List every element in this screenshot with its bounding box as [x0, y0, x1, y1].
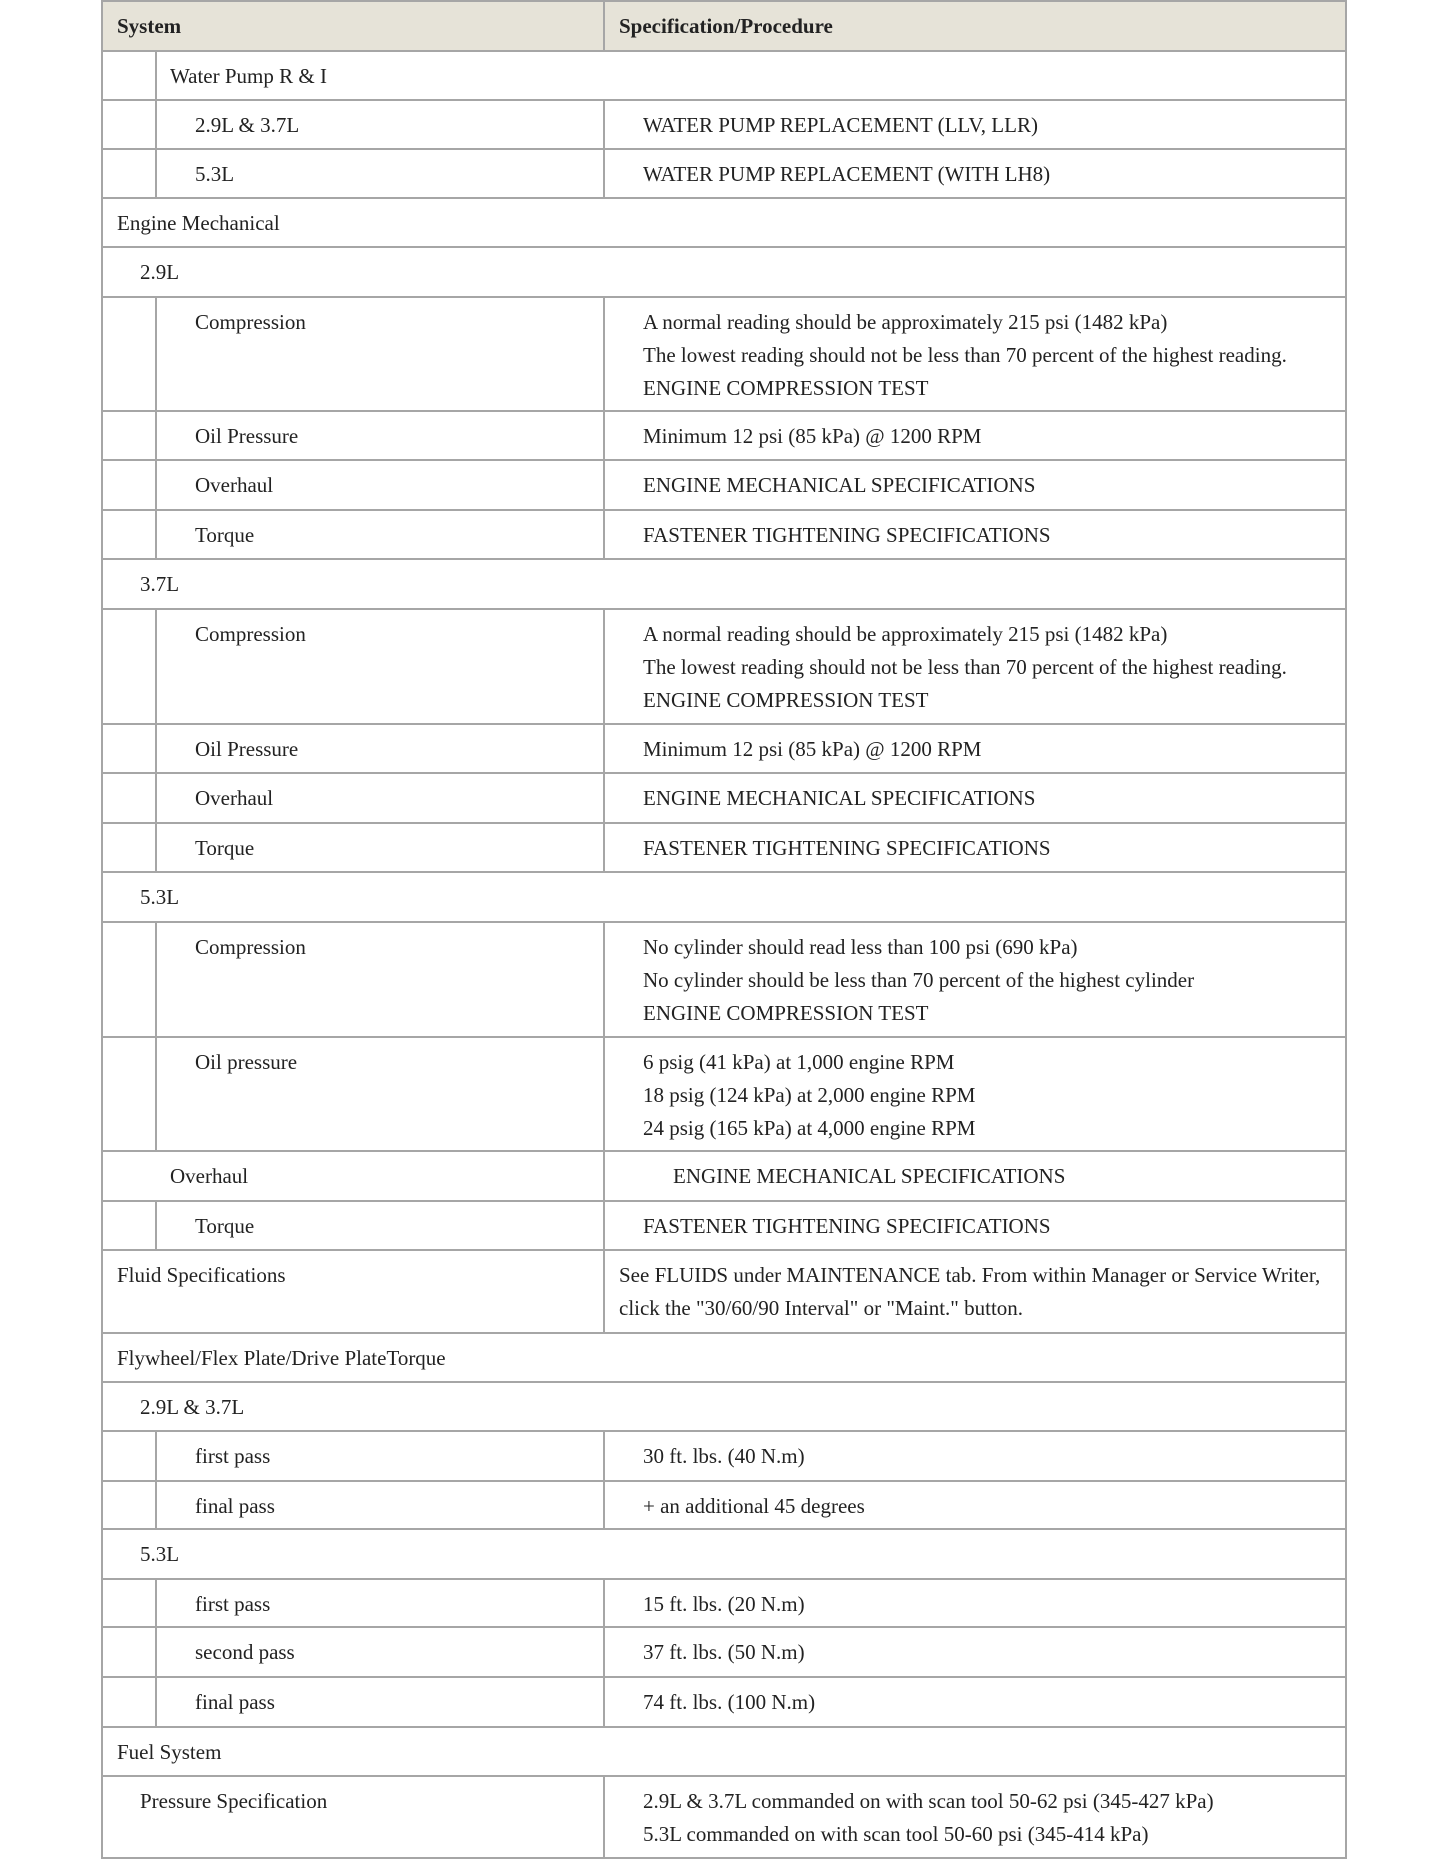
spec-line: 74 ft. lbs. (100 N.m) — [643, 1690, 816, 1714]
system-cell — [103, 150, 605, 197]
spec-text — [605, 101, 1345, 142]
spec-cell — [605, 1038, 1345, 1150]
indent-cell — [103, 1678, 157, 1726]
system-cell — [103, 1251, 605, 1332]
spec-line: ENGINE COMPRESSION TEST — [643, 1001, 929, 1025]
table-row — [103, 50, 1345, 99]
spec-line: ENGINE MECHANICAL SPECIFICATIONS — [643, 473, 1036, 497]
spec-line: 2.9L & 3.7L commanded on with scan tool 50-62 psi (345-427 kPa) — [643, 1789, 1214, 1813]
spec-text — [605, 1628, 1345, 1669]
system-cell — [103, 1777, 605, 1857]
section-cell — [103, 248, 1345, 296]
spec-text — [605, 1202, 1345, 1243]
table-row — [103, 509, 1345, 558]
system-cell — [103, 1432, 605, 1480]
indent-cell — [103, 824, 157, 871]
system-label: Overhaul — [170, 1164, 249, 1188]
spec-text — [605, 725, 1345, 766]
spec-line: 37 ft. lbs. (50 N.m) — [643, 1640, 805, 1664]
header-spec-label: Specification/Procedure — [619, 14, 833, 38]
indent-cell — [103, 1202, 157, 1249]
spec-line: ENGINE COMPRESSION TEST — [643, 688, 929, 712]
spec-line: 18 psig (124 kPa) at 2,000 engine RPM — [643, 1083, 976, 1107]
system-label: 2.9L & 3.7L — [195, 113, 300, 137]
table-row — [103, 1626, 1345, 1676]
indent-cell — [103, 1482, 157, 1528]
system-cell — [103, 1628, 605, 1676]
spec-cell — [605, 1678, 1345, 1726]
spec-cell — [605, 1777, 1345, 1857]
spec-line: Minimum 12 psi (85 kPa) @ 1200 RPM — [643, 424, 982, 448]
spec-cell — [605, 610, 1345, 723]
spec-line: 5.3L commanded on with scan tool 50-60 psi (345-414 kPa) — [643, 1822, 1149, 1846]
system-cell — [103, 610, 605, 723]
table-row — [103, 410, 1345, 459]
spec-cell — [605, 298, 1345, 410]
system-cell — [103, 101, 605, 148]
spec-line: The lowest reading should not be less than 70 percent of the highest reading. — [643, 343, 1287, 367]
spec-cell — [605, 1628, 1345, 1676]
table-header-row — [103, 0, 1345, 50]
system-label: Torque — [195, 1214, 255, 1238]
system-label: 5.3L — [195, 162, 235, 186]
table-row — [103, 148, 1345, 197]
spec-cell — [605, 1432, 1345, 1480]
system-cell — [103, 1580, 605, 1626]
indent-cell — [103, 774, 157, 822]
system-cell — [103, 725, 605, 772]
table-row — [103, 558, 1345, 608]
system-label: first pass — [195, 1444, 271, 1468]
indent-cell — [103, 511, 157, 558]
indent-cell — [103, 923, 157, 1036]
system-label: Torque — [195, 836, 255, 860]
system-label: Compression — [195, 622, 306, 646]
section-cell — [103, 1728, 1345, 1775]
spec-line: FASTENER TIGHTENING SPECIFICATIONS — [643, 1214, 1051, 1238]
system-cell — [103, 774, 605, 822]
spec-cell — [605, 1580, 1345, 1626]
system-label: Oil pressure — [195, 1050, 298, 1074]
spec-line: + an additional 45 degrees — [643, 1494, 865, 1518]
spec-cell — [605, 1152, 1345, 1200]
indent-cell — [103, 1580, 157, 1626]
system-cell — [103, 1202, 605, 1249]
section-label: Fuel System — [117, 1740, 222, 1764]
table-row — [103, 723, 1345, 772]
spec-text — [605, 774, 1345, 815]
system-label: final pass — [195, 1494, 275, 1518]
spec-text — [605, 1432, 1345, 1473]
section-label: Engine Mechanical — [117, 211, 280, 235]
system-label: Overhaul — [195, 473, 274, 497]
section-cell — [103, 1530, 1345, 1578]
section-cell — [103, 560, 1345, 608]
spec-text — [605, 1678, 1345, 1719]
spec-line: No cylinder should read less than 100 psi (690 kPa) — [643, 935, 1078, 959]
system-label: Pressure Specification — [140, 1789, 328, 1813]
section-label: Water Pump R & I — [170, 64, 327, 88]
section-label: 3.7L — [140, 572, 180, 596]
spec-cell — [605, 923, 1345, 1036]
spec-line: ENGINE MECHANICAL SPECIFICATIONS — [643, 786, 1036, 810]
system-label: Compression — [195, 310, 306, 334]
spec-cell — [605, 101, 1345, 148]
table-row — [103, 296, 1345, 410]
table-row — [103, 822, 1345, 871]
section-cell — [103, 52, 1345, 99]
table-row — [103, 772, 1345, 822]
indent-cell — [103, 461, 157, 509]
system-cell — [103, 461, 605, 509]
table-row — [103, 1249, 1345, 1332]
system-cell — [103, 1152, 605, 1200]
spec-cell — [605, 774, 1345, 822]
spec-line: The lowest reading should not be less than 70 percent of the highest reading. — [643, 655, 1287, 679]
indent-cell — [103, 610, 157, 723]
spec-text — [605, 824, 1345, 865]
system-cell — [103, 1482, 605, 1528]
indent-cell — [103, 412, 157, 459]
system-label: final pass — [195, 1690, 275, 1714]
section-cell — [103, 873, 1345, 921]
system-label: first pass — [195, 1592, 271, 1616]
spec-line: See FLUIDS under MAINTENANCE tab. From within Manager or Service Writer, — [619, 1263, 1321, 1287]
spec-cell — [605, 1251, 1345, 1332]
spec-line: A normal reading should be approximately 215 psi (1482 kPa) — [643, 310, 1168, 334]
table-row — [103, 1036, 1345, 1150]
system-label: Oil Pressure — [195, 737, 299, 761]
system-cell — [103, 824, 605, 871]
spec-text — [605, 923, 1345, 1030]
table-row — [103, 1775, 1345, 1857]
spec-line: WATER PUMP REPLACEMENT (LLV, LLR) — [643, 113, 1038, 137]
spec-text — [605, 511, 1345, 552]
table-row — [103, 197, 1345, 246]
table-row — [103, 1726, 1345, 1775]
indent-cell — [103, 1628, 157, 1676]
spec-line: Minimum 12 psi (85 kPa) @ 1200 RPM — [643, 737, 982, 761]
system-cell — [103, 1678, 605, 1726]
section-label: 5.3L — [140, 1542, 180, 1566]
spec-cell — [605, 150, 1345, 197]
section-label: 2.9L — [140, 260, 180, 284]
table-row — [103, 459, 1345, 509]
section-cell — [103, 199, 1345, 246]
spec-line: FASTENER TIGHTENING SPECIFICATIONS — [643, 836, 1051, 860]
indent-cell — [103, 150, 157, 197]
table-row — [103, 608, 1345, 723]
section-cell — [103, 1334, 1345, 1381]
spec-line: 6 psig (41 kPa) at 1,000 engine RPM — [643, 1050, 955, 1074]
table-row — [103, 1676, 1345, 1726]
spec-line: ENGINE MECHANICAL SPECIFICATIONS — [673, 1164, 1066, 1188]
spec-text — [605, 1580, 1345, 1621]
spec-line: 24 psig (165 kPa) at 4,000 engine RPM — [643, 1116, 976, 1140]
header-spec-cell — [605, 2, 1345, 50]
spec-text — [605, 1777, 1345, 1851]
spec-line: 30 ft. lbs. (40 N.m) — [643, 1444, 805, 1468]
spec-cell — [605, 511, 1345, 558]
spec-text — [605, 1251, 1345, 1325]
spec-line: No cylinder should be less than 70 percent of the highest cylinder — [643, 968, 1195, 992]
section-label: 2.9L & 3.7L — [140, 1395, 245, 1419]
spec-text — [605, 298, 1345, 405]
table-row — [103, 1528, 1345, 1578]
table-row — [103, 1200, 1345, 1249]
spec-line: WATER PUMP REPLACEMENT (WITH LH8) — [643, 162, 1051, 186]
system-label: Compression — [195, 935, 306, 959]
indent-cell — [103, 1038, 157, 1150]
spec-line: click the "30/60/90 Interval" or "Maint." button. — [619, 1296, 1024, 1320]
system-label: second pass — [195, 1640, 295, 1664]
table-row — [103, 1150, 1345, 1200]
system-cell — [103, 511, 605, 558]
section-label: Flywheel/Flex Plate/Drive PlateTorque — [117, 1346, 446, 1370]
system-cell — [103, 298, 605, 410]
system-label: Oil Pressure — [195, 424, 299, 448]
table-row — [103, 1381, 1345, 1430]
spec-cell — [605, 412, 1345, 459]
spec-text — [605, 1152, 1345, 1193]
system-cell — [103, 923, 605, 1036]
table-row — [103, 99, 1345, 148]
spec-cell — [605, 461, 1345, 509]
spec-line: FASTENER TIGHTENING SPECIFICATIONS — [643, 523, 1051, 547]
spec-text — [605, 461, 1345, 502]
table-row — [103, 1480, 1345, 1528]
system-cell — [103, 1038, 605, 1150]
system-label: Torque — [195, 523, 255, 547]
spec-line: 15 ft. lbs. (20 N.m) — [643, 1592, 805, 1616]
table-row — [103, 1332, 1345, 1381]
indent-cell — [103, 52, 157, 99]
table-row — [103, 871, 1345, 921]
spec-text — [605, 610, 1345, 717]
spec-text — [605, 412, 1345, 453]
spec-text — [605, 1482, 1345, 1523]
table-row — [103, 921, 1345, 1036]
spec-cell — [605, 824, 1345, 871]
system-label: Overhaul — [195, 786, 274, 810]
spec-cell — [605, 1202, 1345, 1249]
header-system-label: System — [117, 14, 182, 38]
indent-cell — [103, 1432, 157, 1480]
table-row — [103, 246, 1345, 296]
spec-text — [605, 150, 1345, 191]
indent-cell — [103, 725, 157, 772]
section-cell — [103, 1383, 1345, 1430]
spec-cell — [605, 725, 1345, 772]
spec-table — [101, 0, 1347, 1859]
table-row — [103, 1578, 1345, 1626]
section-label: 5.3L — [140, 885, 180, 909]
spec-line: ENGINE COMPRESSION TEST — [643, 376, 929, 400]
indent-cell — [103, 101, 157, 148]
system-label: Fluid Specifications — [117, 1263, 286, 1287]
header-system-cell — [103, 2, 605, 50]
spec-cell — [605, 1482, 1345, 1528]
spec-text — [605, 1038, 1345, 1145]
table-row — [103, 1430, 1345, 1480]
system-cell — [103, 412, 605, 459]
spec-line: A normal reading should be approximately 215 psi (1482 kPa) — [643, 622, 1168, 646]
indent-cell — [103, 298, 157, 410]
